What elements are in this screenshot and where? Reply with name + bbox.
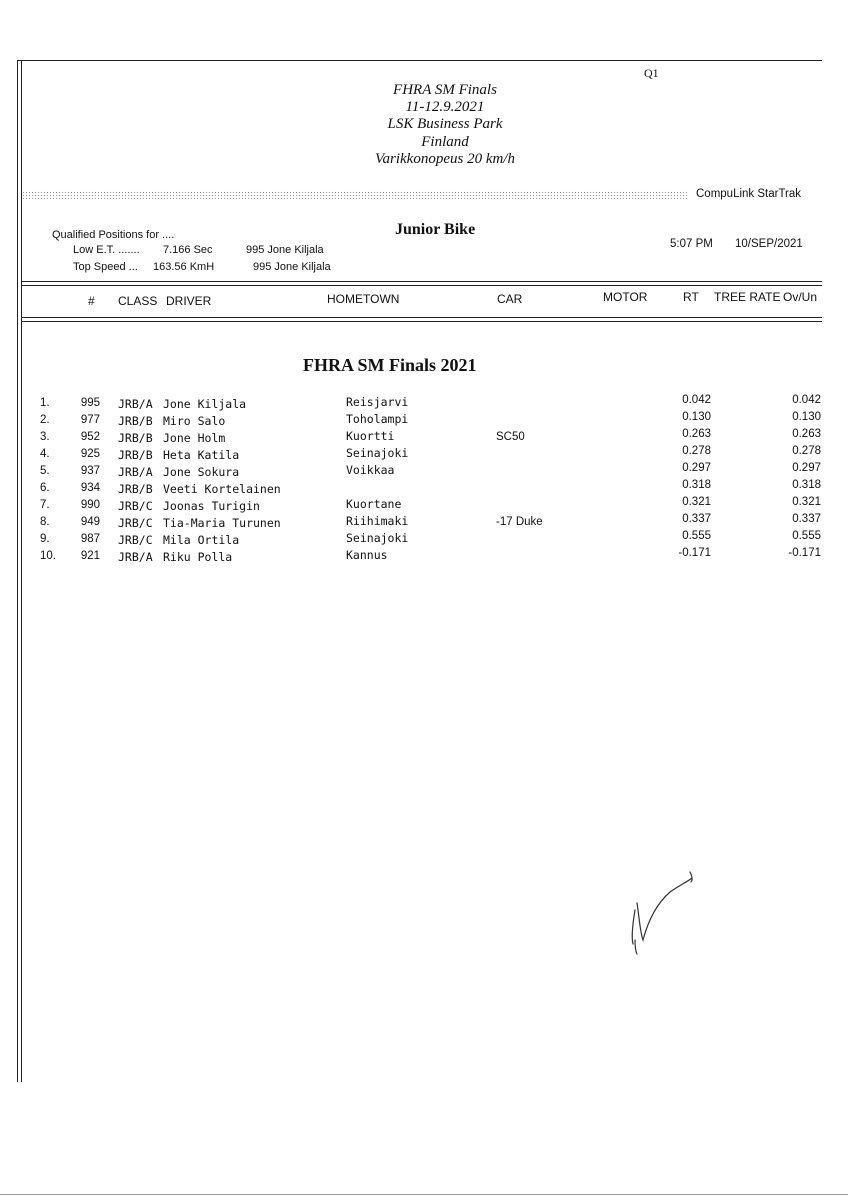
bottom-rule: [0, 1194, 848, 1195]
cell-number: 977: [80, 414, 100, 426]
cell-driver: Veeti Kortelainen: [163, 482, 281, 496]
qualified-heading: Qualified Positions for ....: [52, 229, 175, 241]
left-border-inner: [21, 60, 22, 1082]
category-title: Junior Bike: [395, 221, 476, 238]
cell-number: 995: [80, 397, 100, 409]
col-tree-rate: TREE RATE: [714, 290, 781, 304]
cell-class: JRB/A: [118, 465, 153, 479]
col-car: CAR: [497, 292, 523, 306]
col-ov-un: Ov/Un: [783, 290, 818, 304]
event-venue: LSK Business Park: [387, 116, 503, 133]
signature: [625, 870, 700, 955]
table-row: [0, 462, 848, 482]
low-et-holder: 995 Jone Kiljala: [246, 244, 324, 256]
cell-ov-un: 0.555: [792, 530, 821, 542]
cell-rt: 0.263: [682, 428, 711, 440]
col-driver: DRIVER: [166, 294, 212, 308]
cell-hometown: Kuortti: [346, 429, 395, 443]
cell-class: JRB/A: [118, 550, 153, 564]
dotted-separator: [22, 191, 687, 200]
cell-number: 952: [80, 431, 100, 443]
cell-driver: Jone Holm: [163, 431, 226, 445]
col-rt: RT: [683, 290, 699, 304]
cell-driver: Jone Kiljala: [163, 397, 247, 411]
col-num: #: [88, 294, 95, 308]
cell-number: 925: [80, 448, 100, 460]
event-header: [300, 82, 590, 168]
table-title: FHRA SM Finals 2021: [303, 355, 477, 375]
table-row: [0, 411, 848, 431]
cell-ov-un: 0.297: [792, 462, 821, 474]
table-row: [0, 394, 848, 414]
cell-driver: Mila Ortila: [163, 533, 240, 547]
cell-class: JRB/C: [118, 516, 153, 530]
cell-hometown: Kuortane: [346, 497, 402, 511]
cell-class: JRB/B: [118, 414, 153, 428]
cell-ov-un: 0.263: [792, 428, 821, 440]
table-row: [0, 479, 848, 499]
left-border: [17, 60, 18, 1082]
header-rule-top-2: [22, 285, 822, 286]
cell-rt: 0.297: [682, 462, 711, 474]
cell-number: 937: [80, 465, 100, 477]
cell-position: 5.: [40, 465, 50, 477]
heat-label: Q1: [644, 66, 659, 80]
cell-number: 949: [80, 516, 100, 528]
event-note: Varikkonopeus 20 km/h: [375, 150, 515, 167]
cell-position: 2.: [40, 414, 50, 426]
cell-ov-un: 0.042: [792, 394, 821, 406]
cell-number: 987: [80, 533, 100, 545]
print-date: 10/SEP/2021: [735, 238, 803, 250]
cell-hometown: Riihimaki: [346, 514, 409, 528]
cell-position: 1.: [40, 397, 50, 409]
event-dates: 11-12.9.2021: [405, 99, 485, 116]
cell-position: 8.: [40, 516, 50, 528]
low-et-label: Low E.T. .......: [73, 244, 140, 256]
table-row: [0, 513, 848, 533]
table-row: [0, 428, 848, 448]
low-et-value: 7.166 Sec: [163, 244, 213, 256]
cell-position: 10.: [40, 550, 56, 562]
cell-rt: 0.337: [682, 513, 711, 525]
header-rule-bottom: [22, 317, 822, 318]
cell-rt: -0.171: [678, 547, 711, 559]
top-speed-holder: 995 Jone Kiljala: [253, 261, 331, 273]
table-row: [0, 445, 848, 465]
print-time: 5:07 PM: [670, 238, 713, 250]
cell-position: 3.: [40, 431, 50, 443]
table-row: [0, 496, 848, 516]
event-name: FHRA SM Finals: [393, 82, 497, 98]
cell-class: JRB/A: [118, 397, 153, 411]
cell-hometown: Voikkaa: [346, 463, 395, 477]
table-row: [0, 547, 848, 567]
cell-hometown: Reisjarvi: [346, 395, 409, 409]
col-class: CLASS: [118, 294, 158, 308]
cell-hometown: Toholampi: [346, 412, 409, 426]
col-motor: MOTOR: [603, 290, 648, 304]
cell-rt: 0.555: [682, 530, 711, 542]
cell-number: 990: [80, 499, 100, 511]
cell-hometown: Kannus: [346, 548, 388, 562]
cell-driver: Joonas Turigin: [163, 499, 260, 513]
cell-class: JRB/C: [118, 499, 153, 513]
cell-class: JRB/B: [118, 431, 153, 445]
cell-position: 6.: [40, 482, 50, 494]
system-name: CompuLink StarTrak: [696, 188, 802, 200]
cell-class: JRB/B: [118, 482, 153, 496]
cell-ov-un: 0.321: [792, 496, 821, 508]
cell-driver: Heta Katila: [163, 448, 240, 462]
col-hometown: HOMETOWN: [327, 292, 400, 306]
cell-ov-un: -0.171: [788, 547, 821, 559]
cell-ov-un: 0.318: [792, 479, 821, 491]
cell-position: 7.: [40, 499, 50, 511]
cell-rt: 0.278: [682, 445, 711, 457]
top-rule: [17, 60, 822, 61]
cell-car: SC50: [496, 431, 525, 443]
cell-hometown: Seinajoki: [346, 531, 409, 545]
cell-driver: Jone Sokura: [163, 465, 240, 479]
cell-driver: Miro Salo: [163, 414, 226, 428]
header-rule-bottom-2: [22, 321, 822, 322]
cell-rt: 0.130: [682, 411, 711, 423]
cell-class: JRB/B: [118, 448, 153, 462]
cell-rt: 0.318: [682, 479, 711, 491]
cell-hometown: Seinajoki: [346, 446, 409, 460]
cell-driver: Tia-Maria Turunen: [163, 516, 281, 530]
table-row: [0, 530, 848, 550]
cell-number: 934: [80, 482, 100, 494]
cell-car: -17 Duke: [496, 516, 543, 528]
cell-number: 921: [80, 550, 100, 562]
cell-ov-un: 0.337: [792, 513, 821, 525]
cell-position: 9.: [40, 533, 50, 545]
header-rule-top: [22, 281, 822, 282]
cell-ov-un: 0.130: [792, 411, 821, 423]
top-speed-label: Top Speed ...: [73, 261, 138, 273]
top-speed-value: 163.56 KmH: [153, 261, 215, 273]
cell-rt: 0.042: [682, 394, 711, 406]
event-country: Finland: [421, 133, 469, 150]
cell-driver: Riku Polla: [163, 550, 233, 564]
cell-position: 4.: [40, 448, 50, 460]
cell-rt: 0.321: [682, 496, 711, 508]
cell-ov-un: 0.278: [792, 445, 821, 457]
cell-class: JRB/C: [118, 533, 153, 547]
